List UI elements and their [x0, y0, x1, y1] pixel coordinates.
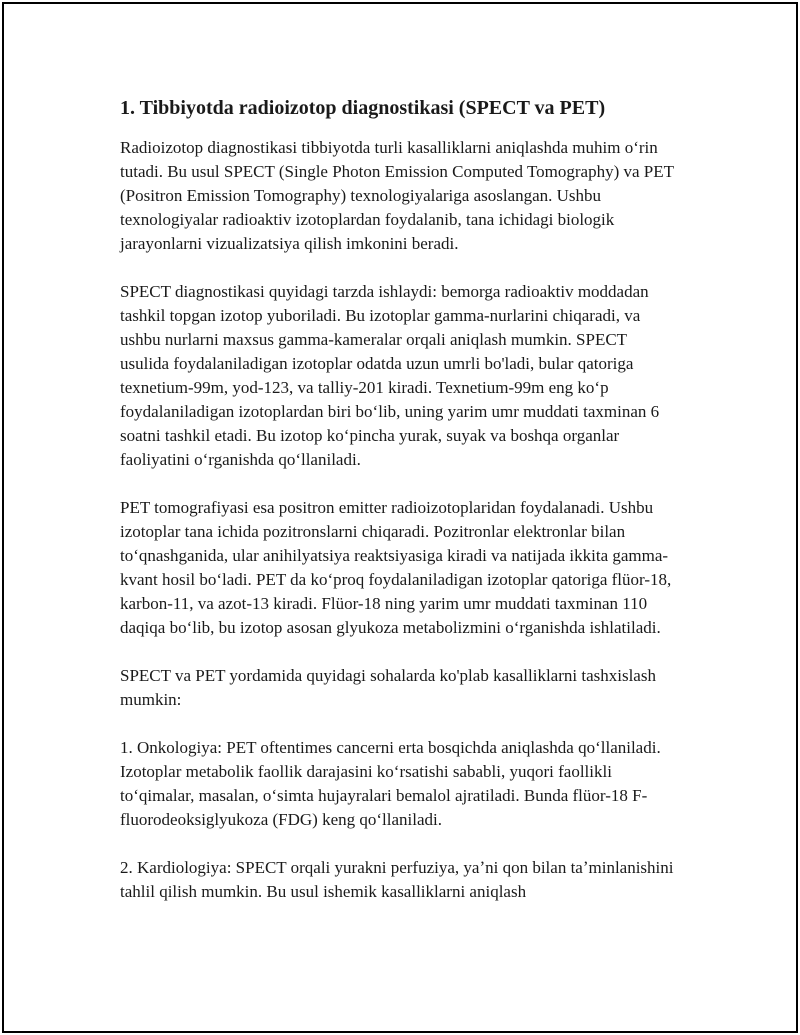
section-heading: 1. Tibbiyotda radioizotop diagnostikasi (SPECT va PET) [120, 97, 606, 119]
document-body [120, 94, 680, 928]
list-item-cardiology: 2. Kardiologiya: SPECT orqali yurakni perfuziya, yaʼni qon bilan taʼminlanishini tahlil qilish mumkin. Bu usul ishemik kasalliklarni aniqlash [120, 858, 674, 901]
paragraph-pet: PET tomografiyasi esa positron emitter radioizotoplaridan foydalanadi. Ushbu izotoplar tana ichida pozitronslarni chiqaradi. Pozitronlar elektronlar bilan toʻqnashganida, ular anihilyatsiya reaktsiyasiga kiradi va natijada ikkita gamma-kvant hosil boʻladi. PET da koʻproq foydalaniladigan izotoplar qatoriga flüor-18, karbon-11, va azot-13 kiradi. Flüor-18 ning yarim umr muddati taxminan 110 daqiqa boʻlib, bu izotop asosan glyukoza metabolizmini oʻrganishda ishlatiladi. [120, 498, 672, 637]
paragraph-intro: Radioizotop diagnostikasi tibbiyotda turli kasalliklarni aniqlashda muhim oʻrin tutadi. Bu usul SPECT (Single Photon Emission Computed Tomography) va PET (Positron Emission Tomography) texnologiyalariga asoslangan. Ushbu texnologiyalar radioaktiv izotoplardan foydalanib, tana ichidagi biologik jarayonlarni vizualizatsiya qilish imkonini beradi. [120, 138, 674, 253]
page-frame [2, 2, 798, 1033]
paragraph-applications-intro: SPECT va PET yordamida quyidagi sohalarda ko'plab kasalliklarni tashxislash mumkin: [120, 666, 656, 709]
list-item-oncology: 1. Onkologiya: PET oftentimes cancerni erta bosqichda aniqlashda qoʻllaniladi. Izotoplar metabolik faollik darajasini koʻrsatishi sababli, yuqori faollikli toʻqimalar, masalan, oʻsimta hujayralari bemalol ajratiladi. Bunda flüor-18 F-fluorodeoksiglyukoza (FDG) keng qoʻllaniladi. [120, 738, 661, 829]
paragraph-spect: SPECT diagnostikasi quyidagi tarzda ishlaydi: bemorga radioaktiv moddadan tashkil topgan izotop yuboriladi. Bu izotoplar gamma-nurlarini chiqaradi, va ushbu nurlarni maxsus gamma-kameralar orqali aniqlash mumkin. SPECT usulida foydalaniladigan izotoplar odatda uzun umrli bo'ladi, bular qatoriga texnetium-99m, yod-123, va talliy-201 kiradi. Texnetium-99m eng koʻp foydalaniladigan izotoplardan biri boʻlib, uning yarim umr muddati taxminan 6 soatni tashkil etadi. Bu izotop koʻpincha yurak, suyak va boshqa organlar faoliyatini oʻrganishda qoʻllaniladi. [120, 282, 660, 469]
